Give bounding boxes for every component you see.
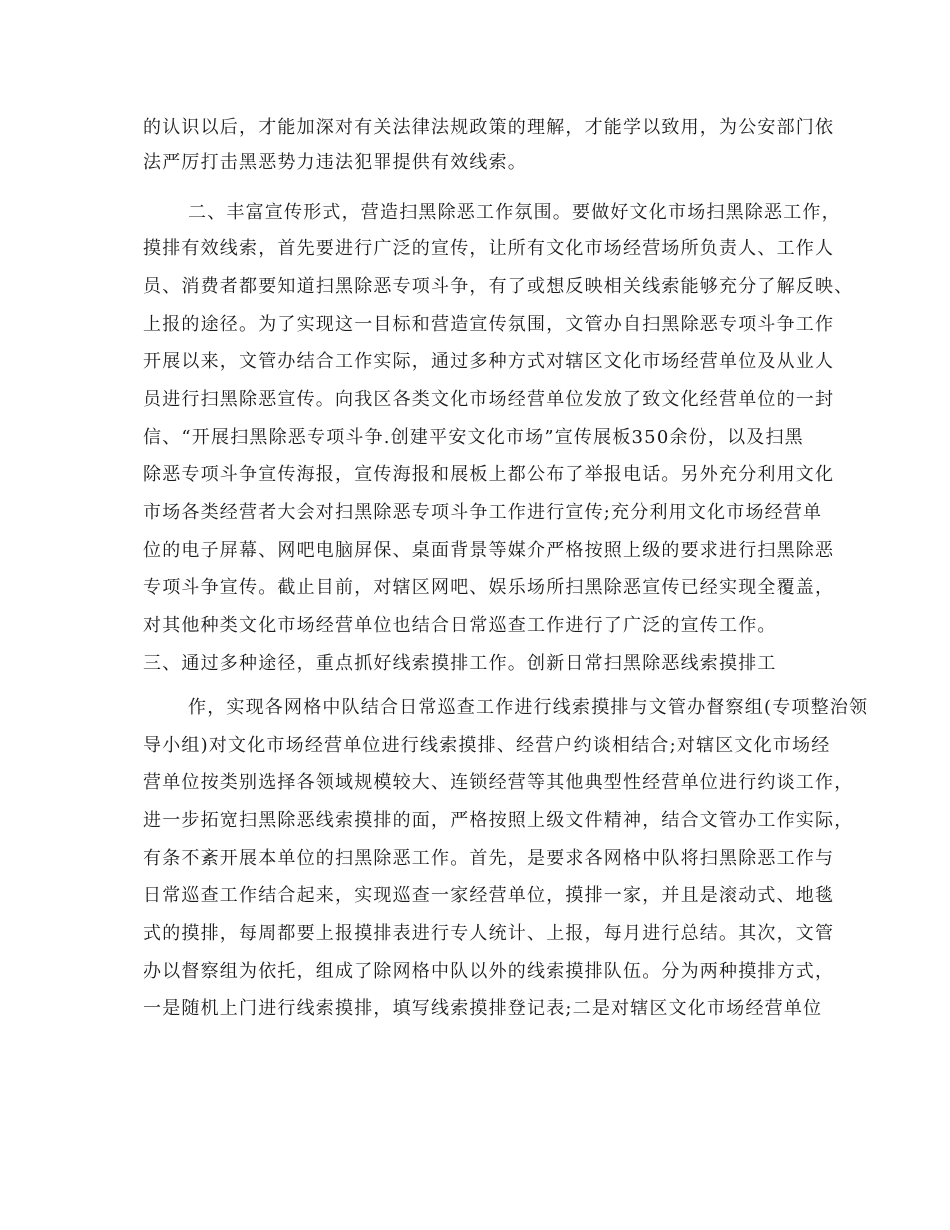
text-line: 专项斗争宣传。截止目前，对辖区网吧、娱乐场所扫黑除恶宣传已经实现全覆盖， [143,577,835,598]
text-line: 除恶专项斗争宣传海报，宣传海报和展板上都公布了举报电话。另外充分利用文化 [143,464,835,485]
text-line: 进一步拓宽扫黑除恶线索摸排的面，严格按照上级文件精神，结合文管办工作实际， [143,810,854,831]
text-line: 开展以来，文管办结合工作实际，通过多种方式对辖区文化市场经营单位及从业人 [143,351,835,372]
text-line: 有条不紊开展本单位的扫黑除恶工作。首先，是要求各网格中队将扫黑除恶工作与 [143,848,835,869]
text-line: 对其他种类文化市场经营单位也结合日常巡查工作进行了广泛的宣传工作。 [143,615,777,636]
text-line: 摸排有效线索，首先要进行广泛的宣传，让所有文化市场经营场所负责人、工作人 [143,238,835,259]
paragraph-heading-2: 二、丰富宣传形式，营造扫黑除恶工作氛围。要做好文化市场扫黑除恶工作， [188,202,841,223]
text-line: 三、通过多种途径，重点抓好线索摸排工作。创新日常扫黑除恶线索摸排工 [143,653,777,674]
text-line: 信、“开展扫黑除恶专项斗争.创建平安文化市场”宣传展板350余份，以及扫黑 [143,427,804,448]
text-line: 员进行扫黑除恶宣传。向我区各类文化市场经营单位发放了致文化经营单位的一封 [143,389,835,410]
text-line: 一是随机上门进行线索摸排，填写线索摸排登记表;二是对辖区文化市场经营单位 [143,998,823,1019]
text-line: 日常巡查工作结合起来，实现巡查一家经营单位，摸排一家，并且是滚动式、地毯 [143,885,835,906]
text-line: 法严厉打击黑恶势力违法犯罪提供有效线索。 [143,152,527,173]
text-line: 员、消费者都要知道扫黑除恶专项斗争，有了或想反映相关线索能够充分了解反映、 [143,276,854,297]
paragraph-heading-3: 作，实现各网格中队结合日常巡查工作进行线索摸排与文管办督察组(专项整治领 [188,697,869,718]
text-line: 位的电子屏幕、网吧电脑屏保、桌面背景等媒介严格按照上级的要求进行扫黑除恶 [143,540,835,561]
text-line: 营单位按类别选择各领域规模较大、连锁经营等其他典型性经营单位进行约谈工作， [143,772,854,793]
text-line: 式的摸排，每周都要上报摸排表进行专人统计、上报，每月进行总结。其次，文管 [143,923,835,944]
text-line: 办以督察组为依托，组成了除网格中队以外的线索摸排队伍。分为两种摸排方式， [143,961,835,982]
text-line: 市场各类经营者大会对扫黑除恶专项斗争工作进行宣传;充分利用文化市场经营单 [143,502,823,523]
text-line: 上报的途径。为了实现这一目标和营造宣传氛围，文管办自扫黑除恶专项斗争工作 [143,314,835,335]
text-line: 的认识以后，才能加深对有关法律法规政策的理解，才能学以致用，为公安部门依 [143,117,835,138]
text-line: 导小组)对文化市场经营单位进行线索摸排、经营户约谈相结合;对辖区文化市场经 [143,735,831,756]
